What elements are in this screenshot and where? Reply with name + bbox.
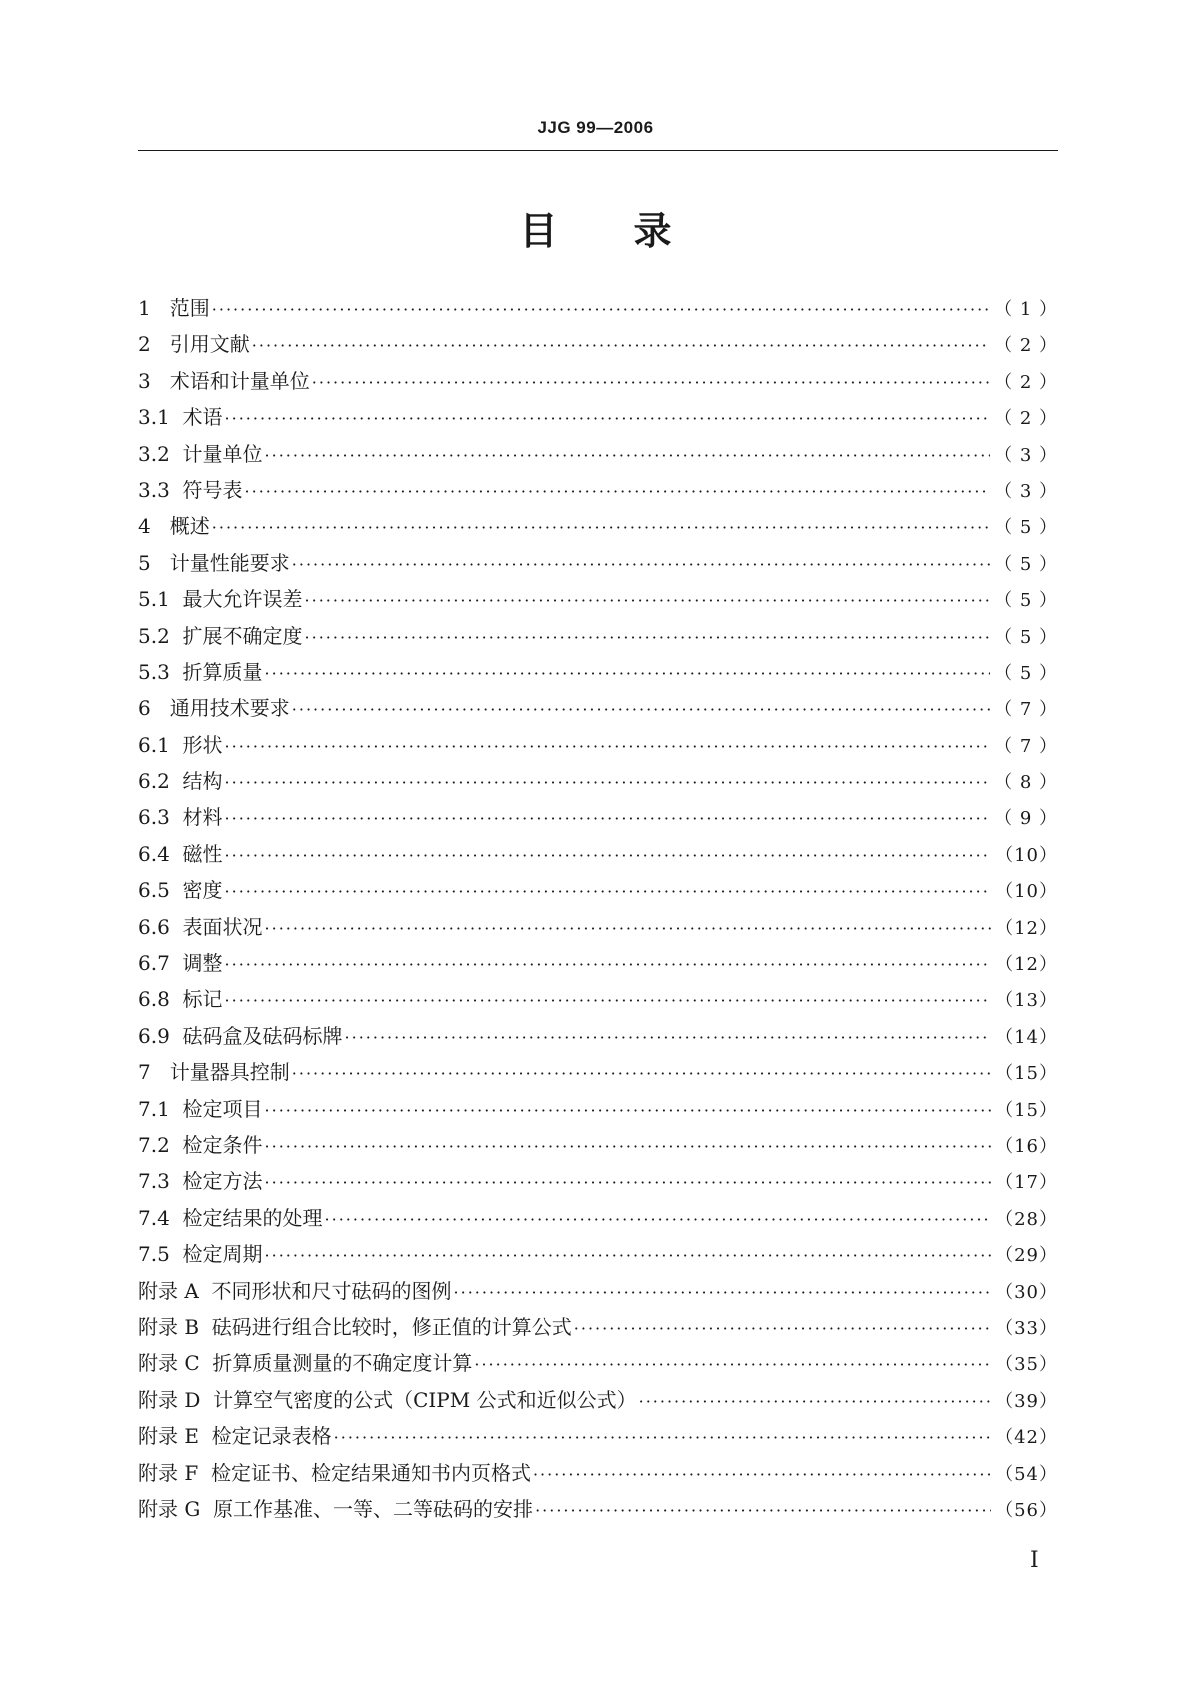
page-title — [0, 200, 1191, 255]
toc-entry[interactable] — [138, 508, 1058, 544]
toc-entry-number: 3.3 — [138, 477, 183, 502]
toc-entry-number: 4 — [138, 514, 170, 539]
toc-entry[interactable] — [138, 1054, 1058, 1090]
toc-entry-page: （ 3 ） — [994, 444, 1058, 466]
toc-dot-leader — [265, 1129, 992, 1165]
toc-entry-page: （33） — [995, 1317, 1058, 1339]
toc-entry-label: 折算质量测量的不确定度计算 — [212, 1351, 473, 1376]
toc-entry-number: 2 — [138, 332, 170, 357]
toc-entry[interactable] — [138, 1200, 1058, 1236]
toc-entry-number: 6 — [138, 696, 170, 721]
toc-entry-page: （30） — [995, 1281, 1058, 1303]
toc-entry-page: （54） — [995, 1463, 1058, 1485]
toc-entry[interactable] — [138, 1418, 1058, 1454]
toc-entry-label: 检定结果的处理 — [182, 1205, 323, 1230]
toc-entry-page: （ 3 ） — [994, 480, 1058, 502]
toc-entry-label: 检定方法 — [182, 1169, 263, 1194]
toc-dot-leader — [212, 510, 990, 546]
toc-entry[interactable] — [138, 909, 1058, 945]
toc-entry-number: 附录 A — [138, 1278, 212, 1303]
toc-dot-leader — [225, 765, 991, 801]
toc-dot-leader — [265, 911, 992, 947]
toc-dot-leader — [225, 874, 992, 910]
page-title-part1: 目 — [519, 209, 558, 253]
toc-dot-leader — [454, 1275, 992, 1311]
toc-dot-leader — [305, 620, 991, 656]
toc-entry-number: 5.3 — [138, 659, 183, 684]
toc-dot-leader — [292, 1056, 991, 1092]
toc-entry[interactable] — [138, 1382, 1058, 1418]
toc-entry-label: 引用文献 — [169, 332, 250, 357]
toc-entry-page: （ 7 ） — [994, 699, 1058, 721]
toc-entry-number: 7.3 — [138, 1169, 183, 1194]
toc-entry[interactable] — [138, 581, 1058, 617]
page-number: I — [1030, 1548, 1039, 1573]
toc-entry-page: （ 2 ） — [994, 408, 1058, 430]
toc-entry-page: （12） — [995, 954, 1058, 976]
toc-entry-label: 检定条件 — [182, 1132, 263, 1157]
toc-dot-leader — [225, 947, 992, 983]
toc-entry-number: 3 — [138, 368, 170, 393]
toc-dot-leader — [265, 1238, 992, 1274]
toc-dot-leader — [225, 801, 991, 837]
toc-entry-page: （ 5 ） — [994, 626, 1058, 648]
toc-dot-leader — [474, 1347, 991, 1383]
toc-entry-label: 砝码进行组合比较时，修正值的计算公式 — [211, 1314, 572, 1339]
toc-entry[interactable] — [138, 1491, 1058, 1527]
toc-entry-number: 5.2 — [138, 623, 183, 648]
toc-entry-label: 表面状况 — [182, 914, 263, 939]
toc-entry-number: 7.2 — [138, 1132, 183, 1157]
toc-entry[interactable] — [138, 836, 1058, 872]
toc-entry[interactable] — [138, 872, 1058, 908]
toc-entry-page: （29） — [995, 1245, 1058, 1267]
toc-entry[interactable] — [138, 1163, 1058, 1199]
toc-entry-page: （35） — [995, 1354, 1058, 1376]
toc-entry[interactable] — [138, 399, 1058, 435]
toc-entry-label: 材料 — [182, 805, 223, 830]
toc-entry-page: （ 7 ） — [994, 735, 1058, 757]
toc-entry-number: 附录 F — [138, 1460, 211, 1485]
toc-dot-leader — [639, 1384, 991, 1420]
toc-entry-label: 最大允许误差 — [182, 587, 303, 612]
toc-dot-leader — [312, 365, 990, 401]
toc-entry[interactable] — [138, 1309, 1058, 1345]
toc-entry-page: （15） — [995, 1099, 1058, 1121]
toc-dot-leader — [325, 1202, 992, 1238]
toc-dot-leader — [265, 656, 991, 692]
toc-entry-label: 折算质量 — [182, 659, 263, 684]
toc-dot-leader — [225, 838, 992, 874]
toc-entry-label: 检定记录表格 — [211, 1424, 332, 1449]
toc-entry-number: 5 — [138, 550, 170, 575]
toc-entry[interactable] — [138, 545, 1058, 581]
toc-dot-leader — [292, 547, 990, 583]
toc-entry-page: （56） — [995, 1499, 1058, 1521]
toc-entry-page: （14） — [995, 1026, 1058, 1048]
toc-entry[interactable] — [138, 727, 1058, 763]
toc-dot-leader — [225, 729, 991, 765]
toc-entry-number: 附录 B — [138, 1314, 212, 1339]
toc-entry-number: 6.2 — [138, 769, 183, 794]
toc-entry-number: 6.7 — [138, 951, 183, 976]
toc-entry-number: 6.9 — [138, 1023, 183, 1048]
toc-entry-number: 7.1 — [138, 1096, 183, 1121]
toc-entry-number: 6.5 — [138, 878, 183, 903]
toc-entry-number: 附录 E — [138, 1424, 212, 1449]
toc-entry-label: 不同形状和尺寸砝码的图例 — [211, 1278, 452, 1303]
toc-entry-number: 5.1 — [138, 587, 183, 612]
toc-dot-leader — [533, 1457, 991, 1493]
toc-entry-label: 术语 — [182, 405, 223, 430]
toc-entry-label: 符号表 — [182, 477, 243, 502]
toc-entry-page: （ 5 ） — [994, 662, 1058, 684]
toc-entry-label: 原工作基准、一等、二等砝码的安排 — [213, 1496, 534, 1521]
toc-dot-leader — [535, 1493, 991, 1529]
toc-entry[interactable] — [138, 1236, 1058, 1272]
toc-entry-label: 范围 — [169, 296, 210, 320]
toc-entry-label: 检定周期 — [182, 1242, 263, 1267]
toc-entry-number: 7.4 — [138, 1205, 183, 1230]
toc-dot-leader — [245, 474, 991, 510]
toc-entry-page: （ 5 ） — [994, 590, 1058, 612]
toc-entry[interactable] — [138, 326, 1058, 362]
toc-entry-page: （16） — [995, 1135, 1058, 1157]
toc-entry[interactable] — [138, 472, 1058, 508]
toc-entry-page: （42） — [995, 1427, 1058, 1449]
toc-entry[interactable] — [138, 945, 1058, 981]
toc-entry-number: 附录 C — [138, 1351, 213, 1376]
toc-entry-label: 标记 — [182, 987, 223, 1012]
toc-entry-number: 1 — [138, 296, 170, 320]
toc-entry[interactable] — [138, 363, 1058, 399]
toc-entry-label: 检定项目 — [182, 1096, 263, 1121]
toc-entry-page: （ 2 ） — [994, 371, 1058, 393]
toc-entry[interactable] — [138, 618, 1058, 654]
toc-entry-number: 6.3 — [138, 805, 183, 830]
toc-entry-number: 6.4 — [138, 841, 183, 866]
toc-dot-leader — [265, 438, 991, 474]
toc-entry-label: 砝码盒及砝码标牌 — [182, 1023, 343, 1048]
toc-entry[interactable] — [138, 436, 1058, 472]
toc-entry-label: 磁性 — [182, 841, 223, 866]
toc-dot-leader — [265, 1093, 992, 1129]
toc-dot-leader — [292, 692, 990, 728]
page-title-part2: 录 — [633, 209, 672, 253]
toc-entry-page: （12） — [995, 917, 1058, 939]
toc-dot-leader — [252, 328, 990, 364]
toc-entry-page: （28） — [995, 1208, 1058, 1230]
toc-dot-leader — [345, 1020, 992, 1056]
toc-dot-leader — [212, 292, 990, 328]
toc-entry-label: 计量器具控制 — [169, 1060, 290, 1085]
toc-entry[interactable] — [138, 290, 1058, 326]
toc-entry-page: （13） — [995, 990, 1058, 1012]
toc-entry-number: 6.1 — [138, 732, 183, 757]
toc-entry-label: 通用技术要求 — [169, 696, 290, 721]
document-code: JJG 99—2006 — [537, 118, 654, 137]
toc-entry-page: （ 5 ） — [994, 553, 1058, 575]
header-rule — [138, 150, 1058, 151]
toc-entry[interactable] — [138, 1091, 1058, 1127]
toc-entry-number: 3.1 — [138, 405, 183, 430]
toc-entry-number: 附录 G — [138, 1496, 214, 1521]
toc-entry[interactable] — [138, 799, 1058, 835]
toc-entry-page: （ 9 ） — [994, 808, 1058, 830]
toc-entry-page: （15） — [995, 1063, 1058, 1085]
toc-entry-label: 术语和计量单位 — [169, 368, 310, 393]
toc-dot-leader — [334, 1420, 991, 1456]
toc-entry-label: 计量性能要求 — [169, 550, 290, 575]
toc-entry-number: 3.2 — [138, 441, 183, 466]
toc-entry-page: （10） — [995, 844, 1058, 866]
toc-entry-number: 6.6 — [138, 914, 183, 939]
toc-entry-label: 扩展不确定度 — [182, 623, 303, 648]
toc-entry-number: 6.8 — [138, 987, 183, 1012]
toc-entry-page: （17） — [995, 1172, 1058, 1194]
toc-entry-page: （ 2 ） — [994, 335, 1058, 357]
table-of-contents — [138, 290, 1058, 1527]
toc-dot-leader — [225, 401, 991, 437]
toc-entry[interactable] — [138, 1273, 1058, 1309]
toc-entry[interactable] — [138, 763, 1058, 799]
toc-dot-leader — [265, 1165, 992, 1201]
toc-entry-number: 附录 D — [138, 1387, 214, 1412]
toc-entry-label: 检定证书、检定结果通知书内页格式 — [210, 1460, 531, 1485]
toc-entry-page: （10） — [995, 881, 1058, 903]
toc-entry-label: 密度 — [182, 878, 223, 903]
toc-entry[interactable] — [138, 1127, 1058, 1163]
toc-entry-page: （ 8 ） — [994, 772, 1058, 794]
toc-dot-leader — [305, 583, 991, 619]
toc-entry[interactable] — [138, 690, 1058, 726]
toc-dot-leader — [574, 1311, 991, 1347]
toc-entry-label: 计量单位 — [182, 441, 263, 466]
toc-entry-label: 形状 — [182, 732, 223, 757]
toc-dot-leader — [225, 983, 992, 1019]
toc-entry-label: 调整 — [182, 951, 223, 976]
toc-entry[interactable] — [138, 1018, 1058, 1054]
toc-entry-label: 计算空气密度的公式（CIPM 公式和近似公式） — [213, 1387, 637, 1412]
toc-entry-page: （ 5 ） — [994, 517, 1058, 539]
toc-entry-label: 结构 — [182, 769, 223, 794]
toc-entry[interactable] — [138, 1345, 1058, 1381]
toc-entry-number: 7 — [138, 1060, 170, 1085]
toc-entry-label: 概述 — [169, 514, 210, 539]
toc-entry-page: （39） — [995, 1390, 1058, 1412]
toc-entry[interactable] — [138, 981, 1058, 1017]
toc-entry[interactable] — [138, 654, 1058, 690]
toc-entry-page: （ 1 ） — [994, 299, 1058, 320]
toc-entry-number: 7.5 — [138, 1242, 183, 1267]
toc-entry[interactable] — [138, 1455, 1058, 1491]
